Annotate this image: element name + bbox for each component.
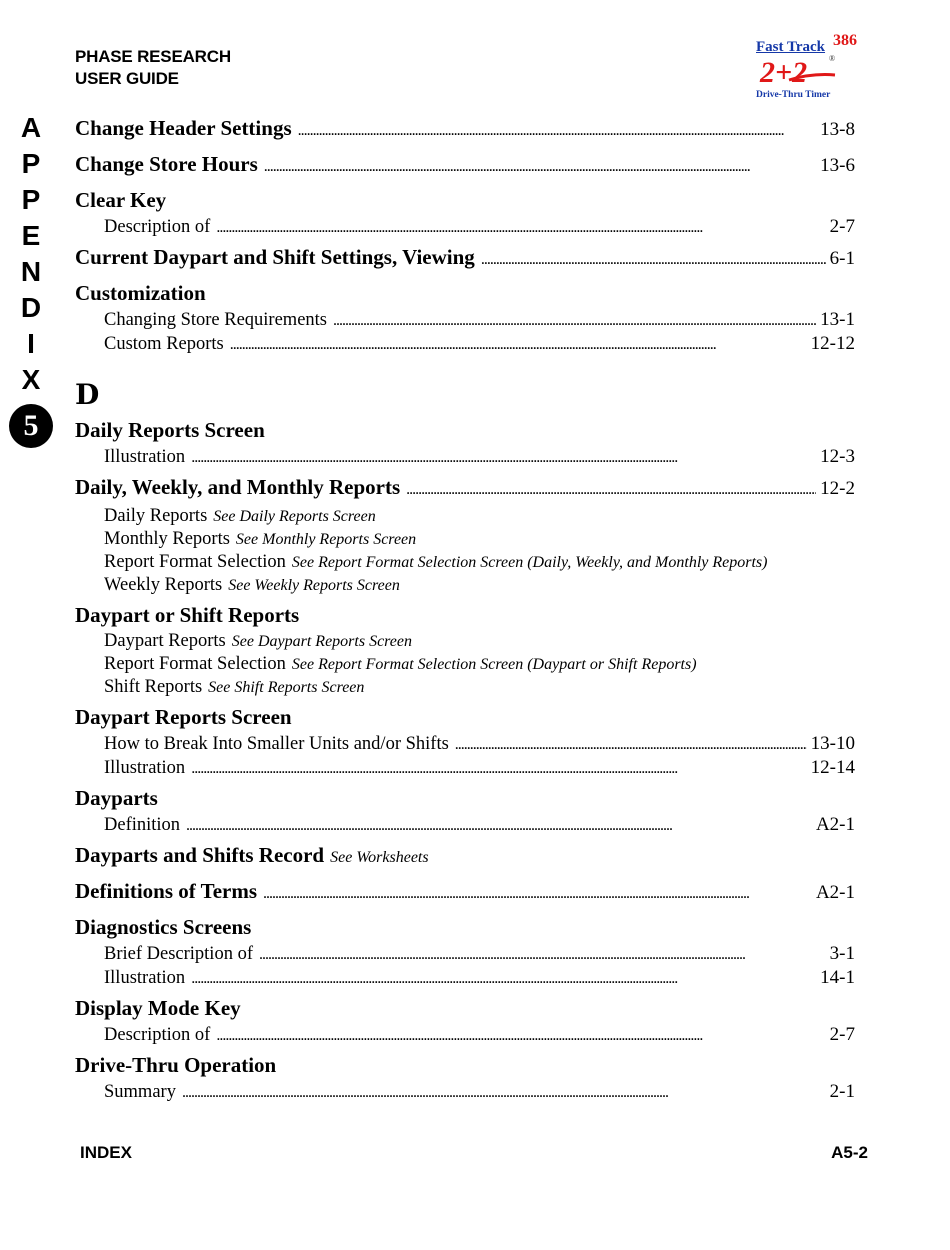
index-subentry xyxy=(75,445,855,469)
sidebar-letter: A xyxy=(20,112,42,143)
header-doc-title: USER GUIDE xyxy=(75,69,179,88)
see-reference: See Worksheets xyxy=(330,849,429,866)
dot-leader xyxy=(230,333,807,356)
page-ref: 13-8 xyxy=(820,119,855,140)
subentry-label: Daily Reports xyxy=(104,506,208,526)
entry-label: Drive-Thru Operation xyxy=(75,1053,277,1077)
see-reference: See Report Format Selection Screen (Daypart or Shift Reports) xyxy=(291,656,697,673)
section-letter-heading: D xyxy=(75,378,100,411)
dot-leader xyxy=(216,216,825,239)
entry-label: Daily Reports Screen xyxy=(75,418,265,442)
subentry-label: How to Break Into Smaller Units and/or Shifts xyxy=(104,734,449,754)
page-ref: 2-7 xyxy=(829,216,855,237)
entry-label: Daypart Reports Screen xyxy=(75,705,292,729)
index-subentry xyxy=(75,732,855,756)
dot-leader xyxy=(264,152,816,182)
page-ref: A2-1 xyxy=(815,882,855,903)
entry-label: Clear Key xyxy=(75,188,167,212)
dot-leader xyxy=(263,879,812,909)
fast-track-logo xyxy=(752,32,867,102)
page-ref: 6-1 xyxy=(829,248,855,269)
index-subentry xyxy=(75,756,855,780)
subentry-label: Shift Reports xyxy=(104,677,203,697)
page-ref: 13-10 xyxy=(810,733,855,754)
entry-label: Diagnostics Screens xyxy=(75,915,252,939)
page-ref: 13-6 xyxy=(820,155,855,176)
sidebar-letter: D xyxy=(20,292,42,323)
logo-mark: 2+2 xyxy=(760,56,808,89)
index-entry xyxy=(75,149,855,182)
entry-label: Daypart or Shift Reports xyxy=(75,603,300,627)
index-subentry xyxy=(75,308,855,332)
entry-label: Dayparts and Shifts Record xyxy=(75,843,325,867)
index-subentry xyxy=(75,505,855,528)
entry-label: Change Header Settings xyxy=(75,116,292,140)
index-subentry xyxy=(75,676,855,699)
index-entry xyxy=(75,1050,855,1080)
subentry-label: Custom Reports xyxy=(104,334,224,354)
index-entry xyxy=(75,912,855,942)
dot-leader xyxy=(186,814,812,837)
logo-registered: ® xyxy=(829,54,836,63)
sidebar-letter: X xyxy=(21,364,41,395)
dot-leader xyxy=(182,1081,826,1104)
entry-label: Change Store Hours xyxy=(75,152,258,176)
index-entry xyxy=(75,113,855,146)
sidebar-letter: E xyxy=(21,220,41,251)
index-entry xyxy=(75,242,855,275)
dot-leader xyxy=(191,446,816,469)
page-ref: 2-1 xyxy=(829,1081,855,1102)
dot-leader xyxy=(259,943,826,966)
see-reference: See Monthly Reports Screen xyxy=(235,531,417,548)
index-entry xyxy=(75,840,855,873)
index-subentry xyxy=(75,528,855,551)
page-ref: 2-7 xyxy=(829,1024,855,1045)
subentry-label: Illustration xyxy=(104,447,186,467)
see-reference: See Daypart Reports Screen xyxy=(231,633,413,650)
footer-section-label: INDEX xyxy=(80,1143,132,1162)
entry-label: Current Daypart and Shift Settings, Viewing xyxy=(75,245,475,269)
page-ref: 12-2 xyxy=(820,478,855,499)
subentry-label: Report Format Selection xyxy=(104,552,286,572)
dot-leader xyxy=(191,967,816,990)
subentry-label: Weekly Reports xyxy=(104,575,223,595)
see-reference: See Shift Reports Screen xyxy=(208,679,365,696)
page-ref: 14-1 xyxy=(820,967,855,988)
subentry-label: Summary xyxy=(104,1082,176,1102)
index-subentry xyxy=(75,630,855,653)
page-ref: 13-1 xyxy=(820,309,855,330)
dot-leader xyxy=(216,1024,825,1047)
dot-leader xyxy=(481,245,826,275)
page-ref: 12-3 xyxy=(820,446,855,467)
dot-leader xyxy=(191,757,806,780)
dot-leader xyxy=(333,309,816,332)
subentry-label: Daypart Reports xyxy=(104,631,226,651)
page-ref: A2-1 xyxy=(815,814,855,835)
index-subentry xyxy=(75,332,855,356)
index-subentry xyxy=(75,1023,855,1047)
see-reference: See Report Format Selection Screen (Daily, Weekly, and Monthly Reports) xyxy=(291,554,768,571)
index-entry xyxy=(75,472,855,505)
index-entry xyxy=(75,600,855,630)
subentry-label: Report Format Selection xyxy=(104,654,286,674)
page-ref: 3-1 xyxy=(829,943,855,964)
header-company: PHASE RESEARCH xyxy=(75,47,231,66)
dot-leader xyxy=(298,116,817,146)
subentry-label: Illustration xyxy=(104,758,186,778)
dot-leader xyxy=(455,733,807,756)
sidebar-letter: P xyxy=(21,184,41,215)
index-entry xyxy=(75,702,855,732)
subentry-label: Brief Description of xyxy=(104,944,253,964)
page-ref: 12-12 xyxy=(810,333,855,354)
sidebar-letter: N xyxy=(20,256,42,287)
subentry-label: Illustration xyxy=(104,968,186,988)
subentry-label: Changing Store Requirements xyxy=(104,310,327,330)
see-reference: See Weekly Reports Screen xyxy=(228,577,400,594)
see-reference: See Daily Reports Screen xyxy=(213,508,376,525)
entry-label: Display Mode Key xyxy=(75,996,241,1020)
index-entry xyxy=(75,185,855,215)
index-subentry xyxy=(75,942,855,966)
subentry-label: Definition xyxy=(104,815,181,835)
logo-swoosh-icon xyxy=(788,72,836,82)
index-subentry xyxy=(75,966,855,990)
appendix-sidebar xyxy=(8,110,54,448)
index-entry xyxy=(75,876,855,909)
index-entry xyxy=(75,278,855,308)
sidebar-letter: P xyxy=(21,148,41,179)
page-ref: 12-14 xyxy=(810,757,855,778)
subentry-label: Description of xyxy=(104,217,211,237)
appendix-number-badge: 5 xyxy=(9,404,53,448)
logo-tagline: Drive-Thru Timer xyxy=(756,90,831,100)
entry-label: Definitions of Terms xyxy=(75,879,258,903)
logo-brand: Fast Track xyxy=(756,39,826,55)
index-subentry xyxy=(75,813,855,837)
entry-label: Daily, Weekly, and Monthly Reports xyxy=(75,475,401,499)
document-header xyxy=(75,46,231,90)
dot-leader xyxy=(406,475,816,505)
logo-model: 386 xyxy=(833,32,857,49)
index-subentry xyxy=(75,574,855,597)
index-entry xyxy=(75,993,855,1023)
index-content xyxy=(75,110,855,1104)
sidebar-letter: I xyxy=(27,328,35,359)
entry-label: Customization xyxy=(75,281,206,305)
subentry-label: Description of xyxy=(104,1025,211,1045)
index-subentry xyxy=(75,551,855,574)
index-subentry xyxy=(75,1080,855,1104)
entry-label: Dayparts xyxy=(75,786,158,810)
index-subentry xyxy=(75,653,855,676)
index-entry xyxy=(75,415,855,445)
footer-page-number: A5-2 xyxy=(831,1143,868,1162)
index-subentry xyxy=(75,215,855,239)
subentry-label: Monthly Reports xyxy=(104,529,230,549)
index-entry xyxy=(75,783,855,813)
